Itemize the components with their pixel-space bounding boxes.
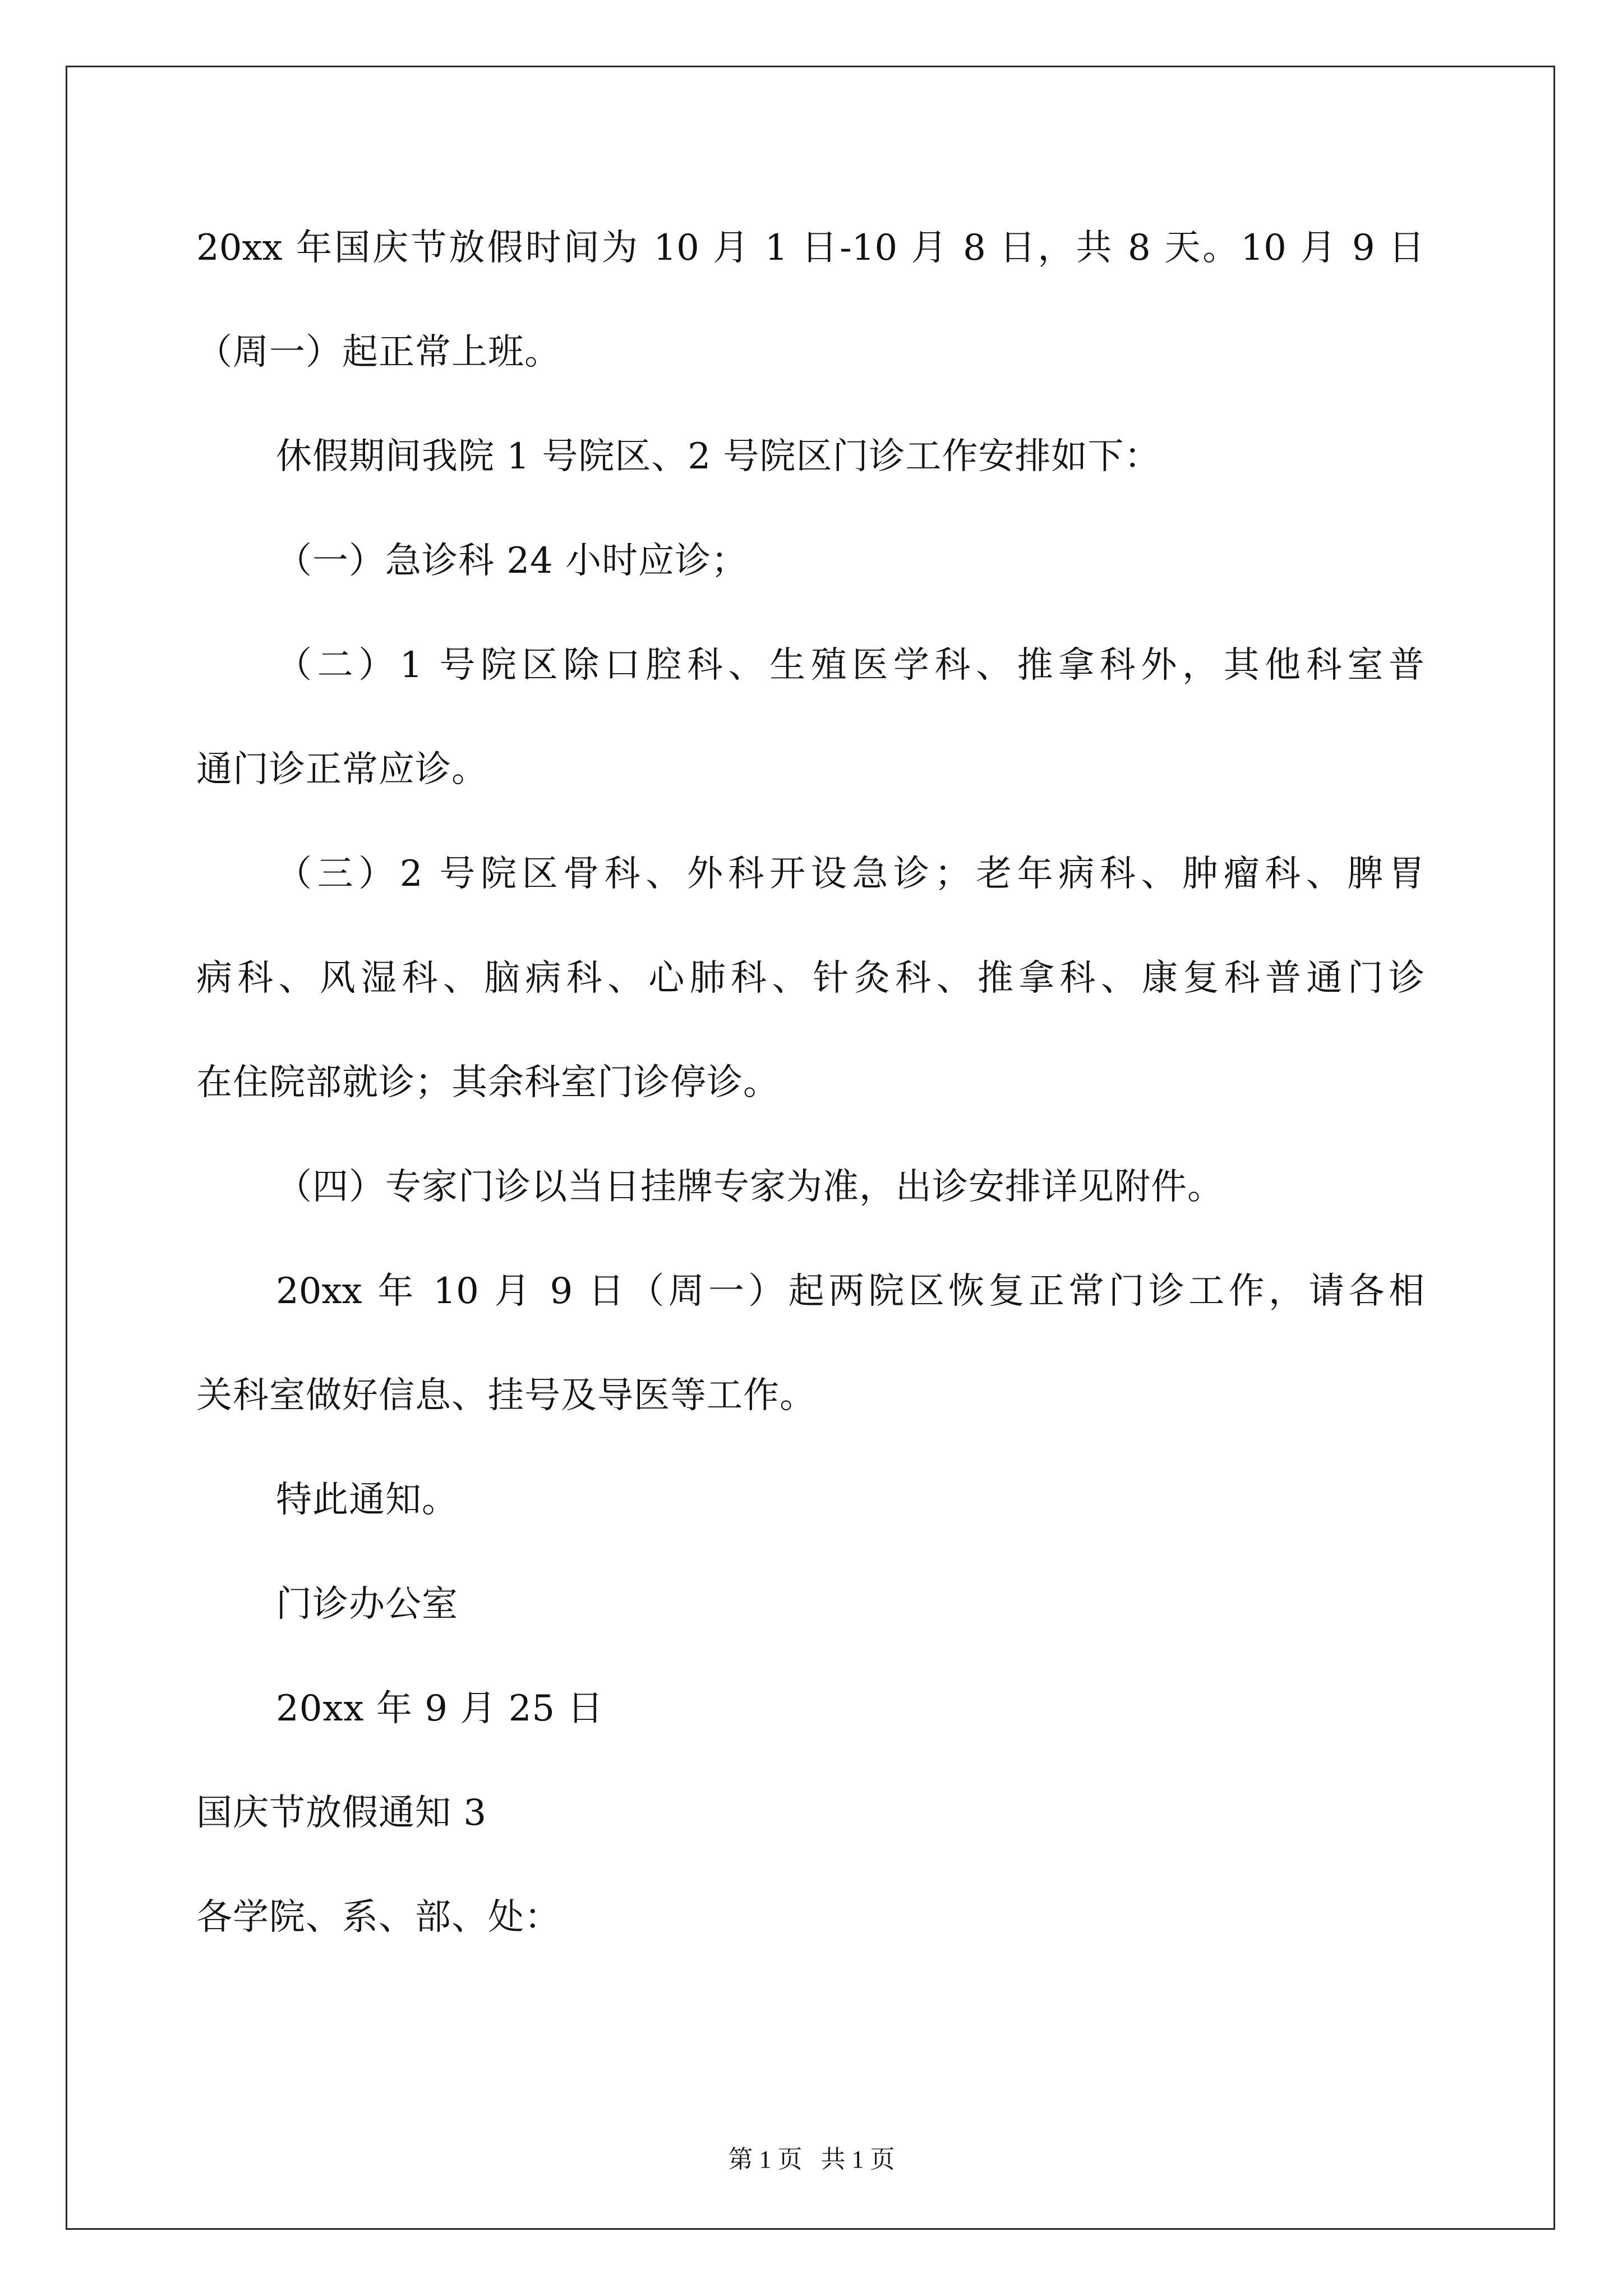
paragraph-line: 通门诊正常应诊。 [196, 749, 488, 790]
paragraph-line: 20xx 年国庆节放假时间为 10 月 1 日-10 月 8 日，共 8 天。10 月 9 日 [196, 227, 1424, 269]
paragraph-line: （一）急诊科 24 小时应诊； [276, 540, 748, 582]
paragraph-line: 休假期间我院 1 号院区、2 号院区门诊工作安排如下： [276, 436, 1161, 477]
page-footer: 第 1 页 共 1 页 [728, 2146, 895, 2173]
salutation: 各学院、系、部、处： [196, 1897, 561, 1938]
paragraph-line: （四）专家门诊以当日挂牌专家为准，出诊安排详见附件。 [276, 1166, 1224, 1208]
signature-date: 20xx 年 9 月 25 日 [276, 1688, 604, 1729]
paragraph-line: （三）2 号院区骨科、外科开设急诊；老年病科、肿瘤科、脾胃 [276, 853, 1424, 895]
paragraph-line: （周一）起正常上班。 [196, 332, 561, 373]
section-title: 国庆节放假通知 3 [196, 1792, 487, 1834]
paragraph-line: 20xx 年 10 月 9 日（周一）起两院区恢复正常门诊工作，请各相 [276, 1271, 1424, 1312]
signature-office: 门诊办公室 [276, 1584, 458, 1625]
paragraph-line: 在住院部就诊；其余科室门诊停诊。 [196, 1062, 780, 1103]
paragraph-line: 关科室做好信息、挂号及导医等工作。 [196, 1375, 816, 1416]
paragraph-line: 病科、风湿科、脑病科、心肺科、针灸科、推拿科、康复科普通门诊 [196, 958, 1424, 999]
paragraph-line: （二）1 号院区除口腔科、生殖医学科、推拿科外，其他科室普 [276, 645, 1424, 686]
closing-text: 特此通知。 [276, 1479, 458, 1521]
